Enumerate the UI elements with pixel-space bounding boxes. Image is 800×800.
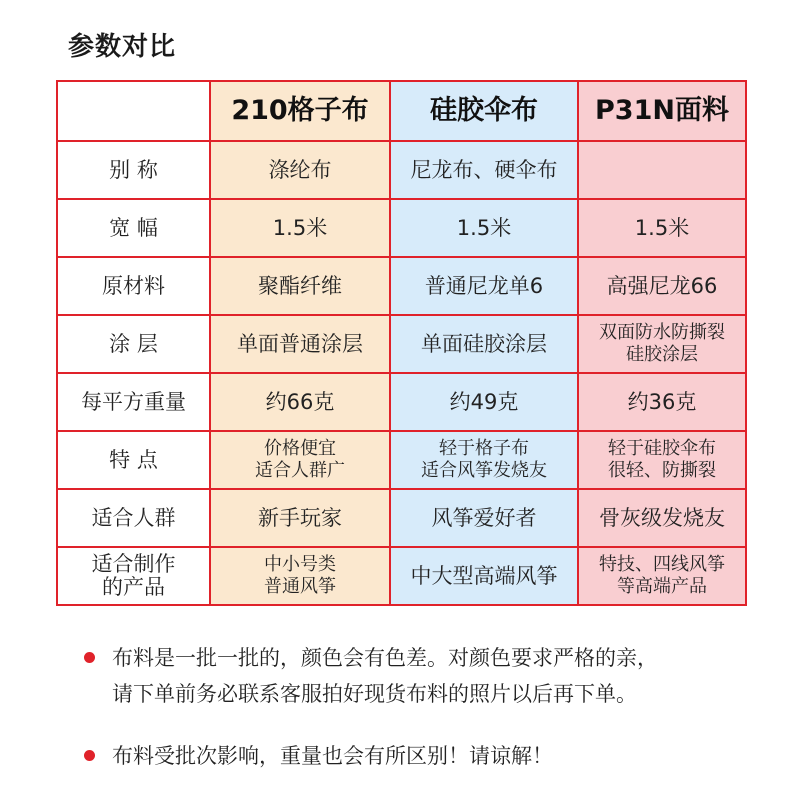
cell-text: 1.5米 [456,215,512,240]
header-cell-empty [57,81,210,141]
table-row [57,431,746,489]
row-label-line: 适合制作 [91,551,176,576]
cell-text: 轻于格子布 [439,437,529,459]
cell-text: 1.5米 [634,215,690,240]
cell-text: 新手玩家 [258,505,342,530]
table-cell [210,315,390,373]
cell-text: 单面普通涂层 [237,331,363,356]
cell-text: 约36克 [627,389,697,414]
header-cell-silicone-fabric: 硅胶伞布 [390,81,578,141]
table-cell [390,547,578,605]
cell-text: 1.5米 [272,215,328,240]
table-cell [390,489,578,547]
row-label: 别 称 [57,141,210,199]
cell-text: 约49克 [449,389,519,414]
header-cell-210-check-fabric: 210格子布 [210,81,390,141]
row-label: 特 点 [57,431,210,489]
row-label: 涂 层 [57,315,210,373]
cell-text: 中小号类 [264,553,336,575]
cell-text: 特技、四线风筝 [599,553,725,575]
bullet-dot-icon [84,750,95,761]
row-label [57,547,210,605]
cell-text: 约66克 [265,389,335,414]
table-cell [210,489,390,547]
table-cell [210,547,390,605]
cell-text: 骨灰级发烧友 [599,505,725,530]
table-cell [578,547,746,605]
table-cell [390,373,578,431]
table-cell [578,199,746,257]
row-label: 宽 幅 [57,199,210,257]
table-cell [578,489,746,547]
table-cell [390,257,578,315]
cell-text: 涤纶布 [268,157,332,182]
comparison-table [56,80,747,606]
header-cell-p31n-fabric: P31N面料 [578,81,746,141]
row-label: 适合人群 [57,489,210,547]
table-row [57,199,746,257]
cell-text: 普通风筝 [264,576,336,597]
cell-text: 适合风筝发烧友 [421,460,547,481]
table-row [57,315,746,373]
table-cell [578,315,746,373]
table-cell [390,431,578,489]
table-cell [578,373,746,431]
cell-text: 聚酯纤维 [258,273,342,298]
table-cell [578,141,746,199]
note-line: 请下单前务必联系客服拍好现货布料的照片以后再下单。 [112,682,637,706]
cell-text: 很轻、防撕裂 [608,460,716,481]
row-label: 每平方重量 [57,373,210,431]
table-cell [210,257,390,315]
cell-text: 硅胶涂层 [626,344,698,365]
note-item [84,640,784,712]
table-cell [210,141,390,199]
cell-text: 单面硅胶涂层 [421,331,547,356]
cell-text: 普通尼龙单6 [424,273,544,298]
table-row [57,141,746,199]
table-row [57,489,746,547]
table-header-row [57,81,746,141]
cell-text: 适合人群广 [255,460,345,481]
cell-text: 双面防水防撕裂 [599,321,725,343]
table-cell [390,199,578,257]
table-cell [210,199,390,257]
cell-text: 风筝爱好者 [431,505,537,530]
table-cell [390,141,578,199]
table-cell [210,431,390,489]
row-label-line: 的产品 [102,575,165,599]
cell-text: 尼龙布、硬伞布 [410,157,558,182]
cell-text: 等高端产品 [617,576,707,597]
table-cell [578,257,746,315]
notes-section [84,640,784,774]
note-item [84,738,784,774]
table-row [57,257,746,315]
table-row [57,547,746,605]
cell-text: 价格便宜 [264,437,336,459]
table-cell [390,315,578,373]
bullet-dot-icon [84,652,95,663]
table-cell [210,373,390,431]
table-cell [578,431,746,489]
note-line: 布料是一批一批的，颜色会有色差。对颜色要求严格的亲， [112,646,658,670]
row-label: 原材料 [57,257,210,315]
cell-text: 轻于硅胶伞布 [608,437,716,459]
note-line: 布料受批次影响，重量也会有所区别！请谅解！ [112,744,553,768]
cell-text: 高强尼龙66 [606,273,718,298]
page-title: 参数对比 [68,32,177,62]
table-row [57,373,746,431]
cell-text: 中大型高端风筝 [410,563,558,588]
